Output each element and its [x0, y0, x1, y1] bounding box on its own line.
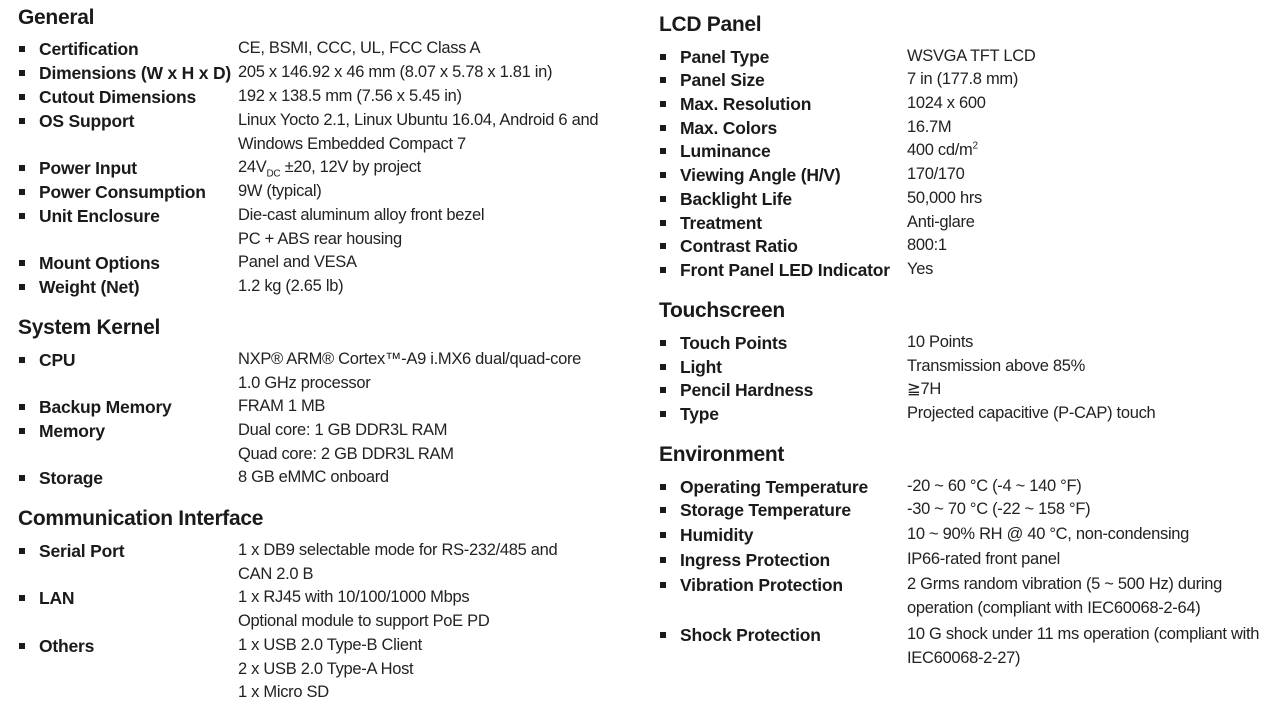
- bullet-icon: [19, 94, 25, 100]
- spec-value-line: Dual core: 1 GB DDR3L RAM: [238, 421, 448, 439]
- spec-label: Certification: [39, 39, 139, 59]
- spec-value: [238, 348, 630, 395]
- spec-value-line: 2 Grms random vibration (5 ~ 500 Hz) during: [907, 575, 1222, 593]
- spec-value: [907, 92, 1271, 116]
- spec-value: [238, 180, 630, 204]
- bullet-icon: [19, 260, 25, 266]
- spec-value: [238, 109, 630, 156]
- spec-label: Panel Type: [680, 47, 770, 67]
- bullet-icon: [19, 643, 25, 649]
- spec-label: Shock Protection: [680, 625, 821, 645]
- spec-label: CPU: [39, 350, 76, 370]
- spec-value-line: 9W (typical): [238, 182, 322, 200]
- spec-value: [907, 211, 1271, 235]
- bullet-icon: [660, 340, 666, 346]
- spec-value-part: 2: [972, 140, 978, 152]
- spec-label: Light: [680, 357, 722, 377]
- spec-value-part: ±20, 12V by project: [280, 158, 421, 176]
- spec-value: [907, 378, 1271, 402]
- spec-value-line: 1 x DB9 selectable mode for RS-232/485 and: [238, 541, 558, 559]
- bullet-icon: [19, 404, 25, 410]
- spec-value: [238, 275, 630, 299]
- bullet-icon: [19, 284, 25, 290]
- spec-value: [907, 139, 1271, 163]
- spec-label: Type: [680, 404, 719, 424]
- spec-value: [907, 116, 1271, 140]
- spec-value-line: PC + ABS rear housing: [238, 229, 402, 248]
- spec-value-line: operation (compliant with IEC60068-2-64): [907, 598, 1201, 617]
- bullet-icon: [660, 54, 666, 60]
- spec-value-line: Windows Embedded Compact 7: [238, 134, 466, 153]
- spec-label: Ingress Protection: [680, 550, 831, 570]
- spec-label: Operating Temperature: [680, 477, 869, 497]
- spec-value-line: IP66-rated front panel: [907, 550, 1061, 568]
- spec-value-line: Quad core: 2 GB DDR3L RAM: [238, 444, 454, 463]
- spec-value: [907, 45, 1271, 69]
- spec-value-line: 192 x 138.5 mm (7.56 x 5.45 in): [238, 87, 462, 105]
- bullet-icon: [660, 101, 666, 107]
- section-title-communication-interface: Communication Interface: [18, 507, 264, 530]
- bullet-icon: [660, 387, 666, 393]
- spec-value: [238, 61, 630, 85]
- spec-value: [238, 251, 630, 275]
- bullet-icon: [660, 484, 666, 490]
- bullet-icon: [660, 532, 666, 538]
- spec-value-line: 205 x 146.92 x 46 mm (8.07 x 5.78 x 1.81 in): [238, 63, 553, 81]
- bullet-icon: [660, 125, 666, 131]
- spec-value-line: 1 x USB 2.0 Type-B Client: [238, 636, 422, 654]
- spec-label: Storage: [39, 468, 103, 488]
- spec-label: Storage Temperature: [680, 500, 851, 520]
- spec-label: Touch Points: [680, 333, 788, 353]
- spec-value-line: 1 x Micro SD: [238, 683, 329, 702]
- spec-label: Front Panel LED Indicator: [680, 260, 890, 280]
- spec-label: Luminance: [680, 141, 771, 161]
- spec-label: Max. Resolution: [680, 94, 812, 114]
- bullet-icon: [19, 189, 25, 195]
- spec-value: [907, 187, 1271, 211]
- spec-label: Viewing Angle (H/V): [680, 165, 841, 185]
- spec-value: [238, 466, 630, 490]
- spec-value: [907, 258, 1271, 282]
- spec-value-line: CE, BSMI, CCC, UL, FCC Class A: [238, 39, 481, 57]
- spec-label: Humidity: [680, 525, 754, 545]
- spec-label: Max. Colors: [680, 118, 777, 138]
- spec-label: Weight (Net): [39, 277, 140, 297]
- spec-label: Power Input: [39, 158, 137, 178]
- bullet-icon: [660, 364, 666, 370]
- spec-label: Contrast Ratio: [680, 236, 798, 256]
- spec-value: [238, 156, 630, 180]
- spec-value-line: 50,000 hrs: [907, 189, 982, 207]
- spec-label: Backlight Life: [680, 189, 792, 209]
- bullet-icon: [660, 411, 666, 417]
- spec-label: Serial Port: [39, 541, 125, 561]
- spec-label: Power Consumption: [39, 182, 206, 202]
- bullet-icon: [660, 220, 666, 226]
- bullet-icon: [660, 148, 666, 154]
- spec-value-line: 7 in (177.8 mm): [907, 70, 1019, 88]
- spec-label: Others: [39, 636, 95, 656]
- bullet-icon: [19, 428, 25, 434]
- spec-value-line: ≧7H: [907, 380, 942, 398]
- spec-value-line: Optional module to support PoE PD: [238, 611, 490, 630]
- spec-value-line: NXP® ARM® Cortex™-A9 i.MX6 dual/quad-core: [238, 350, 582, 368]
- spec-value-line: Projected capacitive (P-CAP) touch: [907, 404, 1156, 422]
- spec-value-line: Transmission above 85%: [907, 357, 1086, 375]
- spec-label: Dimensions (W x H x D): [39, 63, 232, 83]
- spec-value-line: 170/170: [907, 165, 965, 183]
- section-title-lcd-panel: LCD Panel: [659, 13, 762, 36]
- bullet-icon: [19, 213, 25, 219]
- spec-value-line: 10 Points: [907, 333, 974, 351]
- spec-value-line: Panel and VESA: [238, 253, 357, 271]
- spec-value-line: -30 ~ 70 °C (-22 ~ 158 °F): [907, 500, 1091, 518]
- spec-label: Panel Size: [680, 70, 765, 90]
- spec-value-part: DC: [266, 168, 281, 180]
- spec-value: [907, 475, 1271, 499]
- section-title-touchscreen: Touchscreen: [659, 299, 785, 322]
- spec-value-line: 2 x USB 2.0 Type-A Host: [238, 659, 414, 678]
- spec-label: LAN: [39, 588, 75, 608]
- bullet-icon: [19, 548, 25, 554]
- bullet-icon: [660, 557, 666, 563]
- spec-value-line: -20 ~ 60 °C (-4 ~ 140 °F): [907, 477, 1082, 495]
- spec-value-line: 1024 x 600: [907, 94, 986, 112]
- bullet-icon: [19, 70, 25, 76]
- spec-value: [907, 355, 1271, 379]
- spec-value-line: 1.2 kg (2.65 lb): [238, 277, 344, 295]
- spec-value-line: 10 G shock under 11 ms operation (compliant with: [907, 625, 1260, 643]
- spec-value-line: Yes: [907, 260, 934, 278]
- spec-value-line: Die-cast aluminum alloy front bezel: [238, 206, 485, 224]
- spec-value: [238, 204, 630, 251]
- spec-label: Vibration Protection: [680, 575, 843, 595]
- spec-value-line: 800:1: [907, 236, 947, 254]
- spec-value-line: WSVGA TFT LCD: [907, 47, 1036, 65]
- spec-value-line: 8 GB eMMC onboard: [238, 468, 389, 486]
- spec-value: [907, 331, 1271, 355]
- bullet-icon: [660, 507, 666, 513]
- spec-value: [907, 163, 1271, 187]
- spec-label: Backup Memory: [39, 397, 172, 417]
- spec-value-line: CAN 2.0 B: [238, 564, 314, 583]
- spec-value: [907, 523, 1271, 547]
- spec-label: Unit Enclosure: [39, 206, 160, 226]
- spec-value: [907, 573, 1271, 620]
- section-title-environment: Environment: [659, 443, 785, 466]
- spec-value: [238, 634, 630, 705]
- bullet-icon: [660, 632, 666, 638]
- spec-value: [907, 68, 1271, 92]
- spec-label: OS Support: [39, 111, 135, 131]
- spec-value: [238, 85, 630, 109]
- spec-label: Pencil Hardness: [680, 380, 814, 400]
- spec-value: [238, 419, 630, 466]
- bullet-icon: [19, 595, 25, 601]
- spec-value: [238, 37, 630, 61]
- bullet-icon: [19, 46, 25, 52]
- spec-value-line: 1 x RJ45 with 10/100/1000 Mbps: [238, 588, 470, 606]
- spec-label: Treatment: [680, 213, 762, 233]
- bullet-icon: [19, 165, 25, 171]
- spec-label: Mount Options: [39, 253, 160, 273]
- spec-value: [907, 234, 1271, 258]
- spec-value: [907, 623, 1271, 670]
- bullet-icon: [660, 196, 666, 202]
- section-title-system-kernel: System Kernel: [18, 316, 161, 339]
- bullet-icon: [19, 118, 25, 124]
- spec-value: [907, 498, 1271, 522]
- spec-value: [238, 395, 630, 419]
- spec-value-line: Anti-glare: [907, 213, 975, 231]
- spec-value-line: FRAM 1 MB: [238, 397, 326, 415]
- spec-value: [238, 539, 630, 586]
- spec-value: [907, 402, 1271, 426]
- spec-value-line: 10 ~ 90% RH @ 40 °C, non-condensing: [907, 525, 1190, 543]
- bullet-icon: [19, 357, 25, 363]
- spec-value-line: IEC60068-2-27): [907, 648, 1021, 667]
- spec-value-line: 16.7M: [907, 118, 952, 136]
- spec-value: [238, 586, 630, 633]
- spec-value: [907, 548, 1271, 572]
- section-title-general: General: [18, 6, 95, 29]
- spec-value-line: Linux Yocto 2.1, Linux Ubuntu 16.04, Android 6 and: [238, 111, 599, 129]
- bullet-icon: [19, 475, 25, 481]
- spec-value-part: 400 cd/m: [907, 141, 973, 159]
- bullet-icon: [660, 243, 666, 249]
- spec-label: Cutout Dimensions: [39, 87, 197, 107]
- bullet-icon: [660, 172, 666, 178]
- spec-value-part: 24V: [238, 158, 267, 176]
- bullet-icon: [660, 267, 666, 273]
- spec-label: Memory: [39, 421, 105, 441]
- bullet-icon: [660, 582, 666, 588]
- bullet-icon: [660, 77, 666, 83]
- spec-value-line: 1.0 GHz processor: [238, 373, 371, 392]
